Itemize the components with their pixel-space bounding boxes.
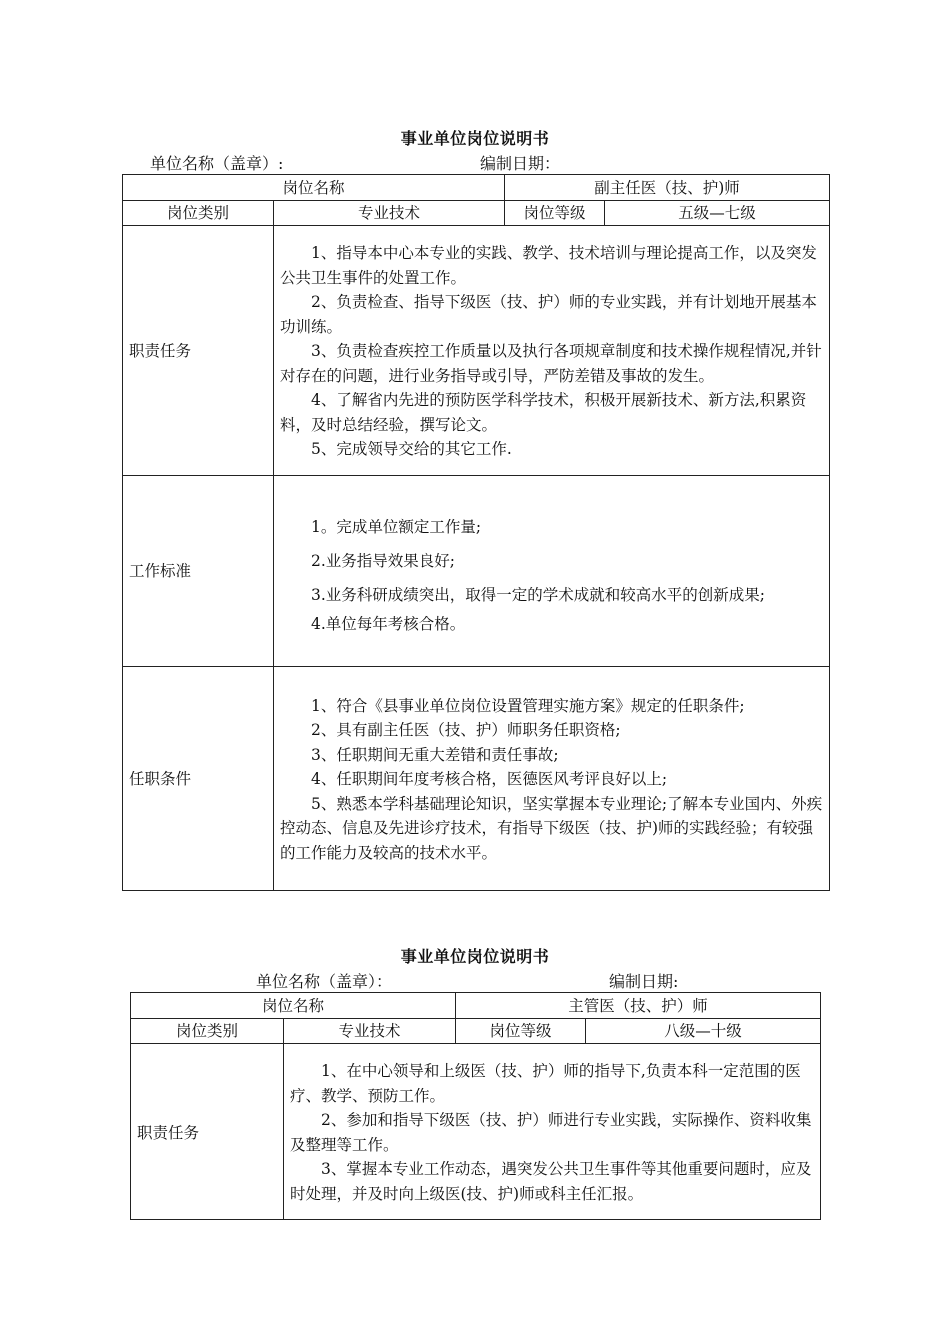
doc1-duties-label: 职责任务 — [123, 226, 274, 476]
doc1-duties-content — [274, 226, 830, 476]
doc1-duty-item: 4、了解省内先进的预防医学科学技术，积极开展新技术、新方法,积累资料，及时总结经验，撰写论文。 — [280, 391, 807, 434]
doc1-unit-name-label: 单位名称（盖章）: — [150, 154, 284, 173]
doc1-standards-content — [274, 476, 830, 667]
doc1-category-value: 专业技术 — [274, 201, 505, 226]
doc1-standards-label: 工作标准 — [123, 476, 274, 667]
doc1-title: 事业单位岗位说明书 — [400, 129, 550, 148]
doc1-post-name-label: 岗位名称 — [123, 175, 505, 201]
doc2-post-name-label: 岗位名称 — [131, 993, 456, 1019]
doc1-qualification-item: 1、符合《县事业单位岗位设置管理实施方案》规定的任职条件; — [311, 696, 745, 715]
doc1-duty-item: 2、负责检查、指导下级医（技、护）师的专业实践，并有计划地开展基本功训练。 — [280, 293, 817, 336]
doc1-standard-item: 3.业务科研成绩突出，取得一定的学术成就和较高水平的创新成果; — [311, 585, 766, 604]
doc1-qualification-item: 2、具有副主任医（技、护）师职务任职资格; — [311, 721, 621, 740]
doc1-duty-item: 5、完成领导交给的其它工作. — [311, 440, 512, 459]
doc1-grade-label: 岗位等级 — [505, 201, 605, 226]
doc1-standard-item: 4.单位每年考核合格。 — [311, 614, 466, 633]
doc2-duty-item: 2、参加和指导下级医（技、护）师进行专业实践，实际操作、资料收集及整理等工作。 — [290, 1111, 812, 1154]
doc2-grade-value: 八级—十级 — [586, 1019, 821, 1044]
doc2-category-label: 岗位类别 — [131, 1019, 284, 1044]
doc1-post-table — [122, 174, 830, 891]
doc2-duties-content — [284, 1044, 821, 1220]
doc2-post-name-value: 主管医（技、护）师 — [456, 993, 821, 1019]
doc1-qualifications-content — [274, 667, 830, 891]
doc1-standard-item: 1。完成单位额定工作量; — [311, 517, 482, 536]
doc1-duty-item: 3、负责检查疾控工作质量以及执行各项规章制度和技术操作规程情况,并针对存在的问题，进行业务指导或引导，严防差错及事故的发生。 — [280, 342, 822, 385]
doc1-qualification-item: 5、熟悉本学科基础理论知识，坚实掌握本专业理论;了解本专业国内、外疾控动态、信息及先进诊疗技术，有指导下级医（技、护)师的实践经验；有较强的工作能力及较高的技术水平。 — [280, 794, 823, 862]
doc2-unit-name-label: 单位名称（盖章）： — [256, 972, 393, 991]
doc1-category-label: 岗位类别 — [123, 201, 274, 226]
doc1-post-name-value: 副主任医（技、护)师 — [505, 175, 830, 201]
doc1-duty-item: 1、指导本中心本专业的实践、教学、技术培训与理论提高工作，以及突发公共卫生事件的处置工作。 — [280, 244, 817, 287]
doc2-category-value: 专业技术 — [284, 1019, 456, 1044]
doc2-title: 事业单位岗位说明书 — [400, 947, 550, 966]
doc1-qualification-item: 4、任职期间年度考核合格，医德医风考评良好以上; — [311, 770, 668, 789]
doc1-date-label: 编制日期： — [480, 154, 561, 173]
doc1-grade-value: 五级—七级 — [605, 201, 830, 226]
doc1-qualification-item: 3、任职期间无重大差错和责任事故; — [311, 745, 559, 764]
doc2-duty-item: 3、掌握本专业工作动态，遇突发公共卫生事件等其他重要问题时，应及时处理，并及时向上级医(技、护)师或科主任汇报。 — [290, 1160, 812, 1203]
doc2-post-table — [130, 992, 821, 1220]
doc2-duty-item: 1、在中心领导和上级医（技、护）师的指导下,负责本科一定范围的医疗、教学、预防工作。 — [290, 1062, 801, 1105]
doc2-duties-label: 职责任务 — [131, 1044, 284, 1220]
doc2-grade-label: 岗位等级 — [456, 1019, 586, 1044]
doc1-standard-item: 2.业务指导效果良好; — [311, 551, 456, 570]
doc1-qualifications-label: 任职条件 — [123, 667, 274, 891]
doc2-date-label: 编制日期: — [609, 972, 679, 991]
